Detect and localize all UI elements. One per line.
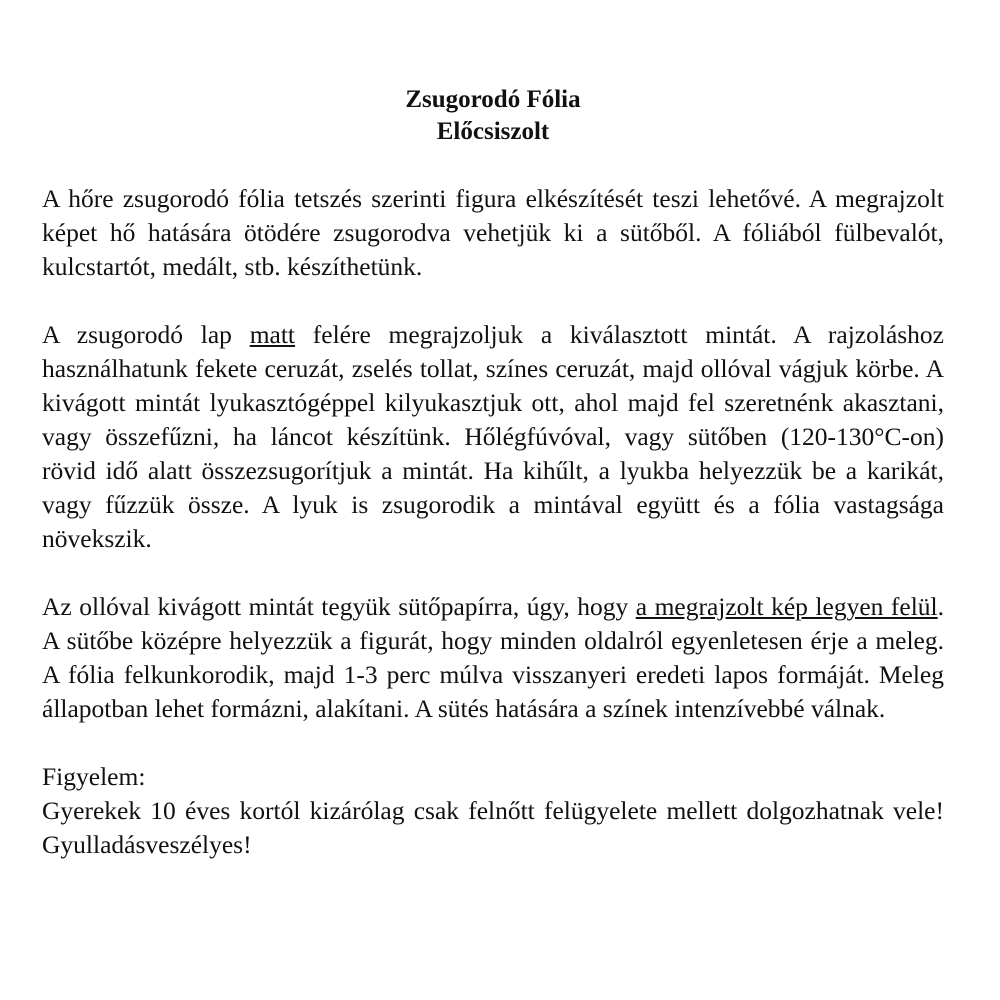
- title-line-1: Zsugorodó Fólia: [405, 86, 581, 113]
- paragraph-drawing-rest: felére megrajzoljuk a kiválasztott mintát. A rajzoláshoz használhatunk fekete ceruzát, zselés tollat, színes ceruzát, majd ollóval vágjuk körbe. A kivágott mintát lyukasztógéppel kilyukasztjuk ott, ahol majd fel szeretnénk akasztani, vagy összefűzni, ha láncot készítünk. Hőlégfúvóval, vagy sütőben (120-130°C-on) rövid idő alatt összezsugorítjuk a mintát. Ha kihűlt, a lyukba helyezzük be a karikát, vagy fűzzük össze. A lyuk is zsugorodik a mintával együtt és a fólia vastagsága növekszik.: [42, 320, 944, 553]
- document-page: [42, 84, 944, 862]
- underlined-matt: matt: [249, 320, 296, 349]
- title-line-2: Előcsiszolt: [436, 118, 550, 145]
- paragraph-baking-rest: . A sütőbe középre helyezzük a figurát, hogy minden oldalról egyenletesen érje a meleg. A fólia felkunkorodik, majd 1-3 perc múlva visszanyeri eredeti lapos formáját. Meleg állapotban lehet formázni, alakítani. A sütés hatására a színek intenzívebbé válnak.: [42, 592, 944, 723]
- warning-section: [42, 760, 944, 862]
- warning-label: Figyelem:: [42, 762, 146, 791]
- paragraph-intro: A hőre zsugorodó fólia tetszés szerinti figura elkészítését teszi lehetővé. A megrajzolt képet hő hatására ötödére zsugorodva vehetjük ki a sütőből. A fóliából fülbevalót, kulcstartót, medált, stb. készíthetünk.: [42, 184, 944, 281]
- paragraph-drawing-start: A zsugorodó lap: [42, 320, 250, 349]
- paragraph-drawing: [42, 318, 944, 556]
- paragraph-baking-start: Az ollóval kivágott mintát tegyük sütőpapírra, úgy, hogy: [42, 592, 636, 621]
- warning-text: Gyerekek 10 éves kortól kizárólag csak felnőtt felügyelete mellett dolgozhatnak vele! Gyulladásveszélyes!: [42, 796, 944, 859]
- underlined-drawn-side-up: a megrajzolt kép legyen felül: [635, 592, 938, 621]
- document-title: [42, 84, 944, 148]
- paragraph-baking: [42, 590, 944, 726]
